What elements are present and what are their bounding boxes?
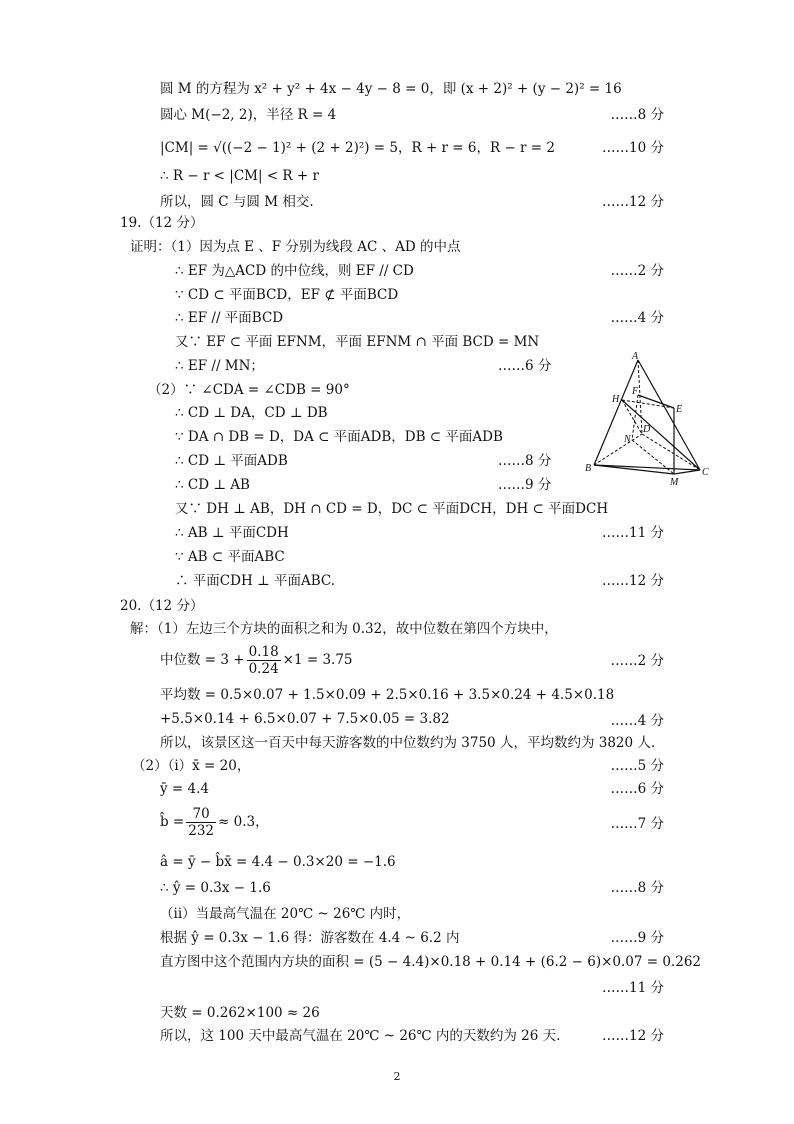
vertex-label-a: A <box>632 351 639 362</box>
median-prefix: 中位数 = 3 + <box>160 652 245 668</box>
score-mark: ……8 分 <box>610 107 664 123</box>
line-circle-equation: 圆 M 的方程为 x² + y² + 4x − 4y − 8 = 0，即 (x + 2)² + (y − 2)² = 16 <box>160 81 622 97</box>
line-conclusion-intersect: 所以，圆 C 与圆 M 相交. <box>160 194 314 210</box>
score-mark: ……8 分 <box>610 880 664 896</box>
line-20-mean-cont: +5.5×0.14 + 6.5×0.07 + 7.5×0.05 = 3.82 <box>160 711 450 727</box>
score-mark: ……7 分 <box>610 816 664 832</box>
vertex-label-n: N <box>624 434 631 445</box>
line-20-visitor-range: 根据 ŷ = 0.3x − 1.6 得：游客数在 4.4 ~ 6.2 内 <box>160 930 460 946</box>
line-20-part1-intro: 解：（1）左边三个方块的面积之和为 0.32，故中位数在第四个方块中， <box>130 621 558 637</box>
line-inequality: ∴ R − r < |CM| < R + r <box>160 168 319 184</box>
median-suffix: ×1 = 3.75 <box>282 652 353 668</box>
line-19-ab-in-plane: ∵ AB ⊂ 平面ABC <box>175 549 285 565</box>
score-mark: ……5 分 <box>610 758 664 774</box>
page-number: 2 <box>393 1070 401 1083</box>
vertex-label-f: F <box>632 386 639 397</box>
score-mark: ……8 分 <box>498 453 552 469</box>
edge-ab <box>594 360 638 465</box>
problem-20-heading: 20.（12 分） <box>120 598 204 614</box>
line-cm-distance: |CM| = √((−2 − 1)² + (2 + 2)²) = 5，R + r = 6，R − r = 2 <box>160 140 555 156</box>
edge-bc <box>594 465 700 470</box>
line-20-mean: 平均数 = 0.5×0.07 + 1.5×0.09 + 2.5×0.16 + 3.5×0.24 + 4.5×0.18 <box>160 687 615 703</box>
vertex-label-c: C <box>702 467 709 478</box>
vertex-label-b: B <box>585 463 592 474</box>
bhat-denominator: 232 <box>188 823 215 839</box>
edge-bd <box>594 434 642 465</box>
line-19-final: ∴ 平面CDH ⊥ 平面ABC. <box>175 573 336 589</box>
median-numerator: 0.18 <box>248 644 279 660</box>
line-20-part2ii: （ii）当最高气温在 20℃ ~ 26℃ 内时， <box>160 906 411 922</box>
edge-hd <box>622 400 642 434</box>
score-mark: ……12 分 <box>602 1028 664 1044</box>
line-19-ab-perp-plane: ∴ AB ⊥ 平面CDH <box>175 525 289 541</box>
line-20-regression: ∴ ŷ = 0.3x − 1.6 <box>160 880 271 896</box>
line-20-ybar: ȳ = 4.4 <box>160 781 209 797</box>
score-mark: ……9 分 <box>498 477 552 493</box>
line-20-part1-conclusion: 所以，该景区这一百天中每天游客数的中位数约为 3750 人，平均数约为 3820 人. <box>160 735 656 751</box>
line-20-median <box>160 642 353 678</box>
vertex-label-d: D <box>643 424 651 435</box>
line-20-ahat: â = ȳ − b̂x̄ = 4.4 − 0.3×20 = −1.6 <box>160 854 396 870</box>
score-mark: ……6 分 <box>610 781 664 797</box>
line-20-area: 直方图中这个范围内方块的面积 = (5 − 4.4)×0.18 + 0.14 + (6.2 − 6)×0.07 = 0.262 <box>160 954 701 970</box>
bhat-prefix: b̂ = <box>160 814 185 830</box>
line-19-plane-intersection: 又∵ EF ⊂ 平面 EFNM，平面 EFNM ∩ 平面 BCD = MN <box>175 334 540 350</box>
edge-hc <box>622 400 700 470</box>
problem-19-heading: 19.（12 分） <box>120 215 204 231</box>
edge-dc <box>642 434 700 470</box>
line-19-ef-parallel-mn: ∴ EF // MN； <box>175 358 264 374</box>
score-mark: ……12 分 <box>602 194 664 210</box>
line-19-part2-angle: （2）∵ ∠CDA = ∠CDB = 90° <box>148 382 350 398</box>
edge-fe <box>638 395 674 408</box>
score-mark: ……2 分 <box>610 653 664 669</box>
line-20-final: 所以，这 100 天中最高气温在 20℃ ~ 26℃ 内的天数约为 26 天. <box>160 1028 561 1044</box>
score-mark: ……4 分 <box>610 713 664 729</box>
bhat-fraction <box>186 806 216 839</box>
score-mark: ……9 分 <box>610 930 664 946</box>
score-mark: ……10 分 <box>602 140 664 156</box>
edge-ad <box>638 360 642 434</box>
line-circle-center: 圆心 M(−2, 2)，半径 R = 4 <box>160 107 337 123</box>
line-19-cd-in-plane: ∵ CD ⊂ 平面BCD，EF ⊄ 平面BCD <box>175 287 399 303</box>
line-19-proof-start: 证明：（1）因为点 E 、F 分别为线段 AC 、AD 的中点 <box>130 239 461 255</box>
bhat-suffix: ≈ 0.3， <box>218 814 269 830</box>
line-20-bhat <box>160 804 269 840</box>
bhat-numerator: 70 <box>186 806 216 823</box>
median-denominator: 0.24 <box>248 661 279 677</box>
score-mark: ……2 分 <box>610 263 664 279</box>
line-20-xbar: （2）（i）x̄ = 20， <box>132 758 251 774</box>
line-19-ef-parallel-plane: ∴ EF // 平面BCD <box>175 310 284 326</box>
edge-mc <box>674 470 700 474</box>
line-19-midline: ∴ EF 为△ACD 的中位线，则 EF // CD <box>175 263 414 279</box>
tetrahedron-figure <box>582 350 712 490</box>
edge-ac <box>638 360 700 470</box>
line-19-cd-perp-ab: ∴ CD ⊥ AB <box>175 477 250 493</box>
score-mark: ……12 分 <box>602 573 664 589</box>
vertex-label-h: H <box>612 394 620 405</box>
score-mark: ……6 分 <box>498 358 552 374</box>
line-20-days: 天数 = 0.262×100 ≈ 26 <box>160 1005 320 1021</box>
score-mark: ……11 分 <box>602 525 664 541</box>
vertex-label-e: E <box>676 404 683 415</box>
score-mark: ……11 分 <box>602 980 664 996</box>
edge-nm <box>632 440 674 474</box>
vertex-label-m: M <box>670 477 679 488</box>
line-19-perpendiculars: ∴ CD ⊥ DA，CD ⊥ DB <box>175 405 328 421</box>
line-19-dh-perp-ab: 又∵ DH ⊥ AB，DH ∩ CD = D，DC ⊂ 平面DCH，DH ⊂ 平面DCH <box>175 501 609 517</box>
score-mark: ……4 分 <box>610 310 664 326</box>
median-fraction <box>247 644 281 677</box>
line-19-da-db: ∵ DA ∩ DB = D，DA ⊂ 平面ADB，DB ⊂ 平面ADB <box>175 429 503 445</box>
line-19-cd-perp-plane: ∴ CD ⊥ 平面ADB <box>175 453 288 469</box>
